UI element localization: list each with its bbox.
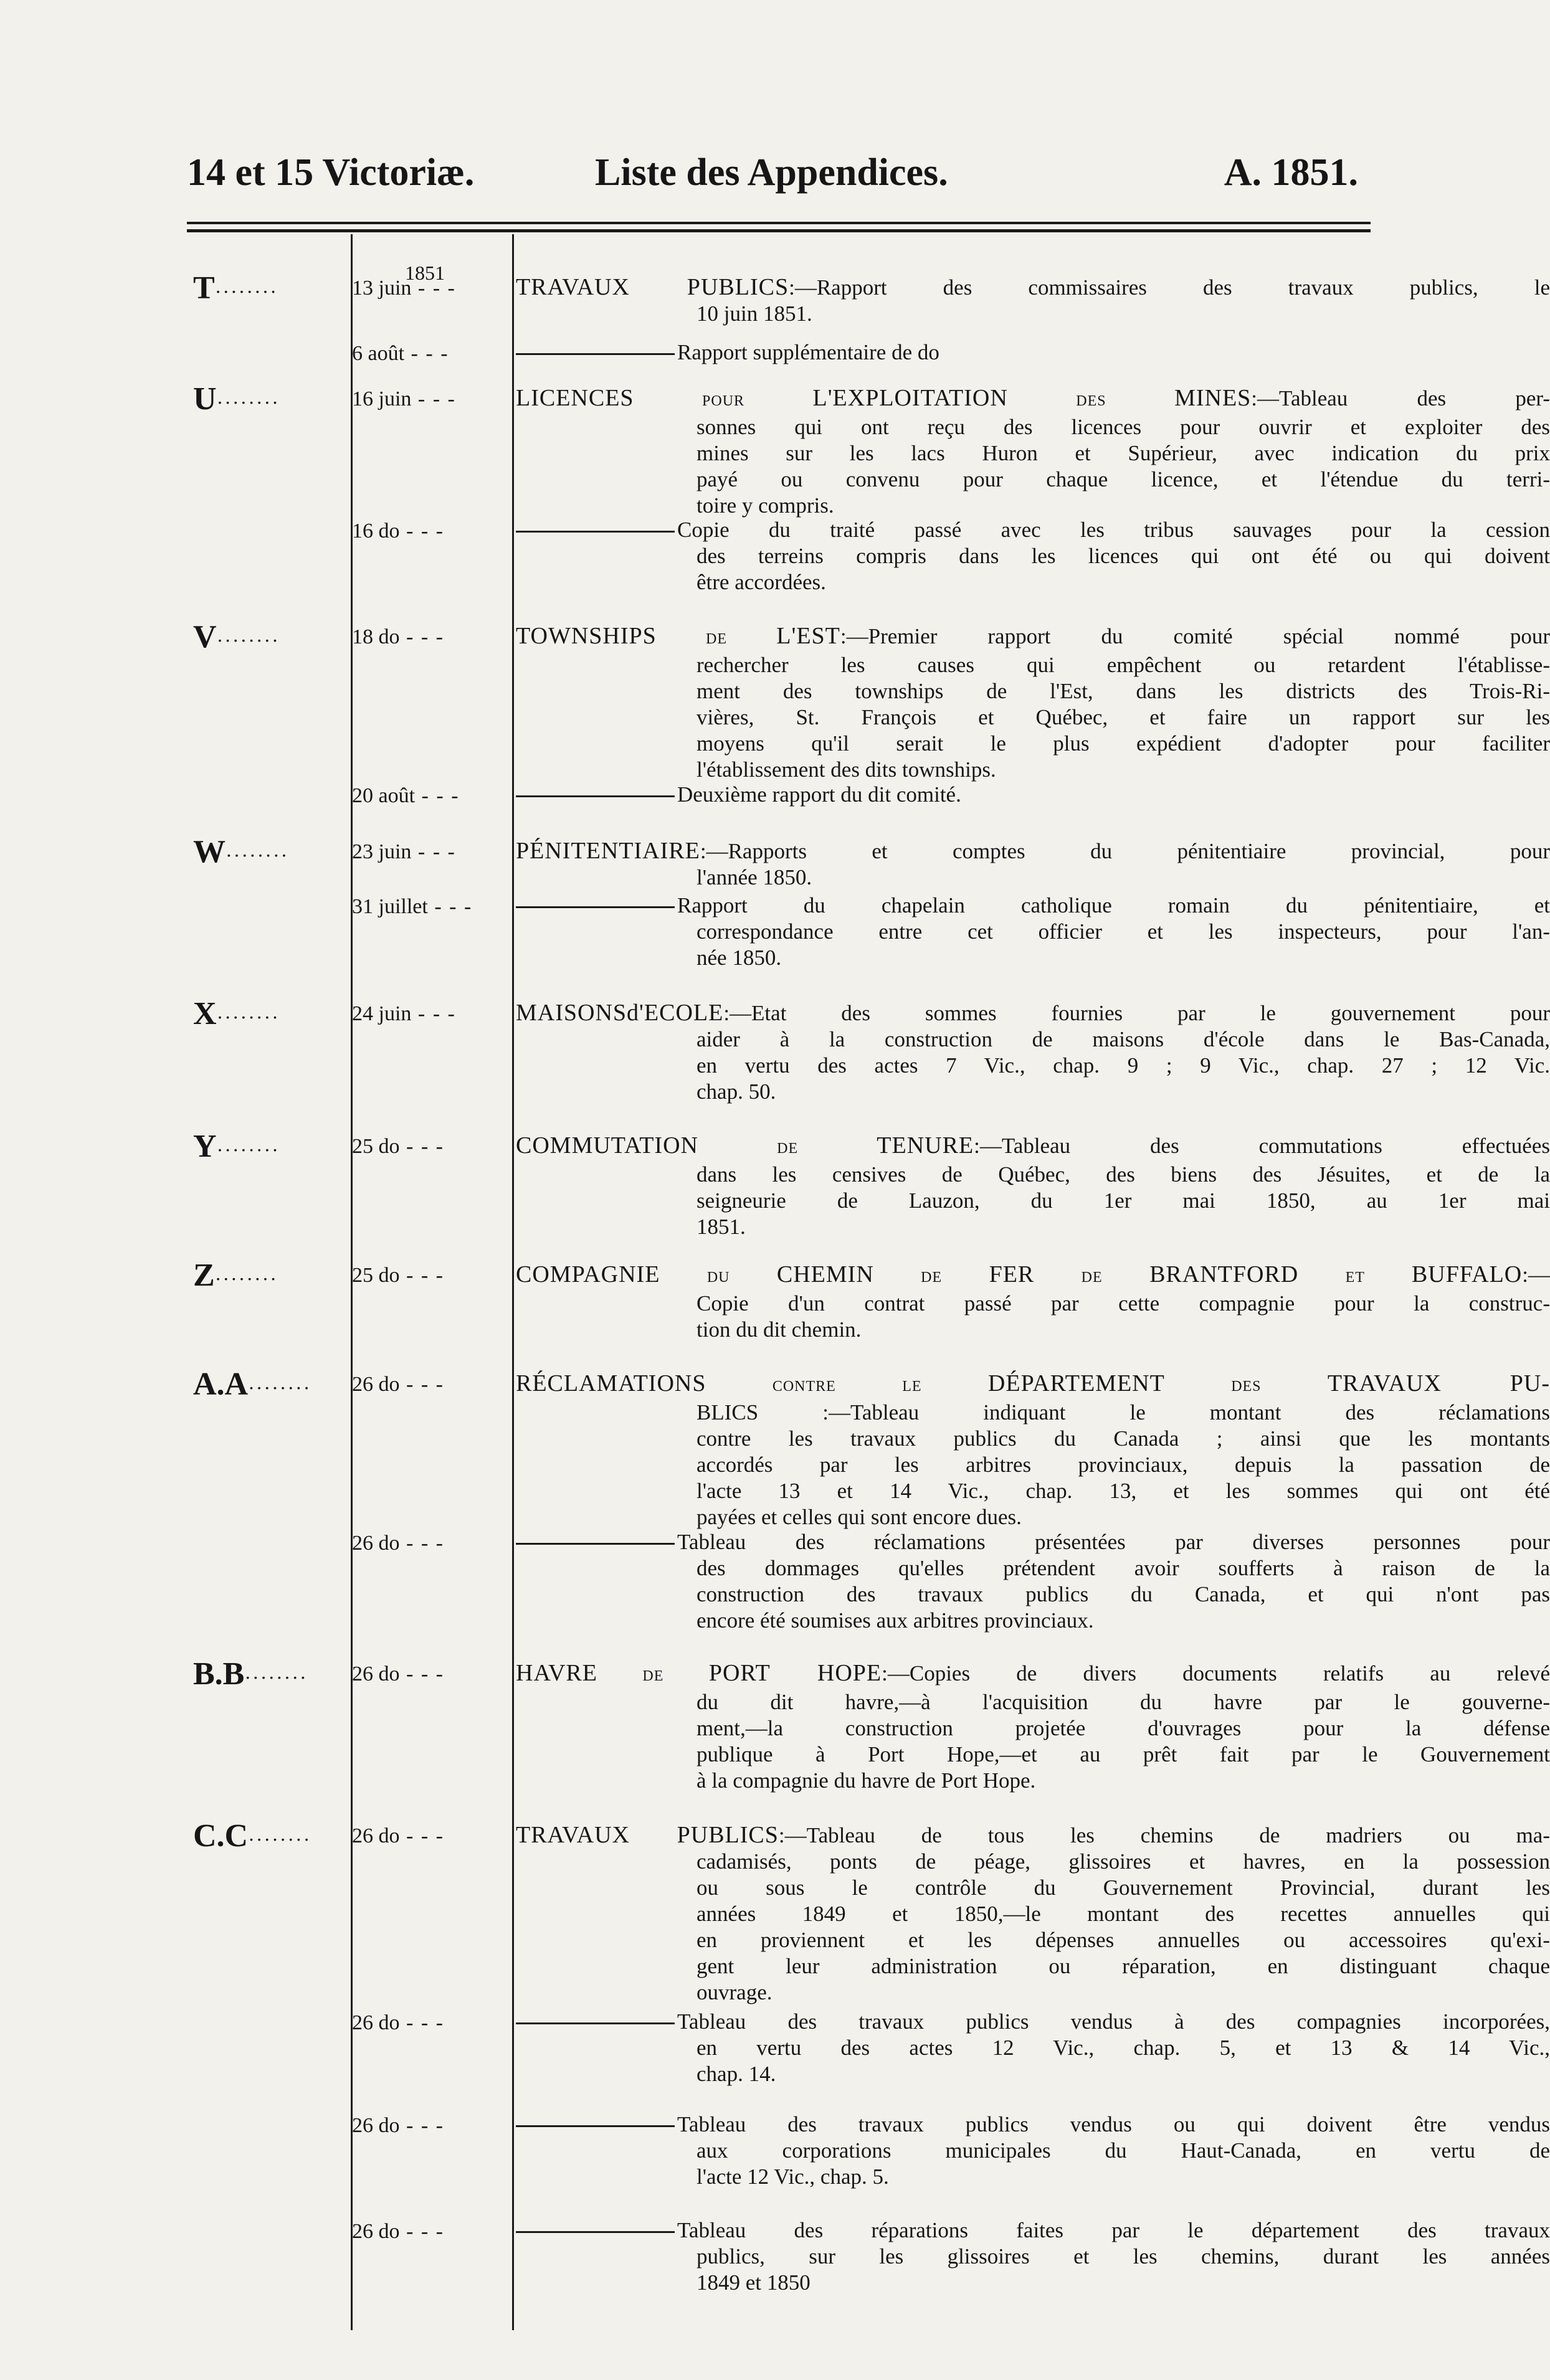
title-connector: ET [1298, 1269, 1412, 1286]
entry-line: tion du dit chemin. [697, 1317, 862, 1342]
appendix-letter-code: C.C [193, 1818, 249, 1854]
entry-continuation [516, 1291, 1550, 1343]
appendix-letter [193, 1818, 311, 1854]
entry-date [352, 1824, 444, 1848]
entry-line: payées et celles qui sont encore dues. [697, 1505, 1022, 1529]
entry-first-line [516, 623, 1550, 652]
entry-text [516, 1370, 1550, 1530]
title-connector: DE [873, 1269, 989, 1286]
entry-title: TENURE [877, 1132, 974, 1159]
entry-continuation [516, 2035, 1550, 2087]
leader-dashes: - - - [399, 625, 444, 648]
entry-date [352, 1002, 456, 1026]
entry-continuation [516, 1555, 1550, 1634]
leader-dots: ········ [226, 844, 289, 866]
entry-title: PÉNITENTIAIRE [516, 838, 700, 864]
entry-date-text: 16 do [352, 519, 400, 543]
entry-line: à la compagnie du havre de Port Hope. [697, 1768, 1036, 1793]
entry-text [516, 893, 1550, 971]
entry-first-text: :—Tableau des commutations effectuées [974, 1134, 1550, 1158]
title-connector: CONTRE LE [706, 1378, 988, 1395]
entry-line: chap. 50. [697, 1079, 776, 1104]
appendix-letter-code: Y [193, 1129, 217, 1164]
entry-line: ou sous le contrôle du Gouvernement Provincial, durant les [697, 1875, 1550, 1900]
entry-line: aider à la construction de maisons d'école dans le Bas-Canada, [697, 1027, 1550, 1051]
entry-line: construction des travaux publics du Canada, et qui n'ont pas [697, 1582, 1550, 1606]
entry-date-text: 24 juin [352, 1002, 412, 1025]
entry-text [516, 623, 1550, 783]
entry-title: COMPAGNIE [516, 1261, 660, 1287]
entry-title: LICENCES [516, 385, 634, 411]
appendix-letter-code: Z [193, 1258, 215, 1293]
entry-date-text: 18 do [352, 625, 400, 648]
entry-first-line [516, 2217, 1550, 2244]
leader-dots: ········ [244, 1666, 308, 1689]
header-regnal-years: 14 et 15 Victoriæ. [187, 151, 475, 194]
entry-date-text: 31 juillet [352, 895, 428, 918]
ditto-dash [516, 531, 675, 533]
leader-dots: ········ [214, 1268, 278, 1290]
title-connector: DE [656, 631, 777, 647]
entry-text [516, 2112, 1550, 2190]
ditto-dash [516, 795, 675, 797]
header-title: Liste des Appendices. [595, 151, 948, 194]
title-connector: DE [698, 1140, 877, 1157]
entry-date [352, 2114, 444, 2138]
entry-title: d'ECOLE [627, 1000, 724, 1026]
entry-text [516, 1660, 1550, 1794]
entry-continuation [516, 543, 1550, 595]
entry-date [352, 387, 456, 411]
entry-first-line [516, 893, 1550, 919]
entry-first-text: :—Etat des sommes fournies par le gouvernement pour [723, 1001, 1550, 1025]
entry-continuation [516, 1689, 1550, 1794]
entry-line: 1851. [697, 1215, 746, 1239]
header-rule-top [187, 222, 1371, 224]
entry-first-line [516, 1660, 1550, 1689]
entry-title: HAVRE [516, 1660, 597, 1686]
entry-continuation [516, 1849, 1550, 2006]
entry-title: FER [989, 1261, 1035, 1287]
entry-date [352, 895, 472, 919]
ditto-dash [516, 906, 675, 908]
entry-first-text: :—Premier rapport du comité spécial nommé pour [840, 624, 1550, 648]
title-connector: POUR [634, 393, 813, 409]
entry-text [516, 838, 1550, 891]
page-header [187, 151, 1371, 201]
entry-first-line [516, 1370, 1550, 1400]
entry-title: TRAVAUX PU- [1327, 1370, 1550, 1396]
entry-date-text: 26 do [352, 1824, 400, 1847]
appendix-letter [193, 996, 280, 1031]
leader-dashes: - - - [399, 519, 444, 543]
entry-text [516, 1132, 1550, 1240]
entry-line: toire y compris. [697, 493, 834, 518]
appendix-letter [193, 619, 280, 655]
entry-date-text: 26 do [352, 2114, 400, 2137]
entry-date [352, 2011, 444, 2035]
leader-dashes: - - - [399, 1662, 444, 1685]
title-connector: DE [597, 1668, 709, 1684]
title-connector: DE [1034, 1269, 1150, 1286]
entry-date-text: 13 juin [352, 277, 412, 300]
entry-line: l'acte 12 Vic., chap. 5. [697, 2164, 889, 2189]
entry-continuation [516, 301, 1550, 327]
appendix-letter [193, 1367, 311, 1402]
entry-date [352, 1135, 444, 1159]
entry-date [352, 784, 460, 808]
entry-date [352, 519, 444, 543]
entry-first-line [516, 274, 1550, 301]
entry-first-text: Copie du traité passé avec les tribus sauvages pour la cession [677, 518, 1550, 542]
ditto-dash [516, 2231, 675, 2233]
entry-line: dans les censives de Québec, des biens des Jésuites, et de la [697, 1162, 1550, 1187]
leader-dashes: - - - [399, 2114, 444, 2137]
entry-first-text: Tableau des réparations faites par le département des travaux [677, 2218, 1550, 2242]
appendix-letter [193, 1129, 280, 1164]
entry-first-text: :—Rapports et comptes du pénitentiaire provincial, pour [700, 839, 1550, 863]
leader-dashes: - - - [399, 1824, 444, 1847]
entry-date-text: 26 do [352, 1662, 400, 1685]
header-year: A. 1851. [1224, 151, 1358, 194]
entry-line: rechercher les causes qui empêchent ou retardent l'établisse- [697, 653, 1550, 677]
entry-line: publique à Port Hope,—et au prêt fait par le Gouvernement [697, 1742, 1550, 1766]
entry-first-text: Deuxième rapport du dit comité. [677, 782, 961, 807]
appendix-letter-code: A.A [193, 1367, 249, 1402]
entry-title: L'EST [776, 623, 840, 649]
leader-dots: ········ [248, 1828, 311, 1851]
entry-first-line [516, 385, 1550, 414]
leader-dots: ········ [214, 280, 278, 303]
entry-line: ment des townships de l'Est, dans les districts des Trois-Ri- [697, 679, 1550, 703]
entry-continuation [516, 865, 1550, 891]
entry-date [352, 1264, 444, 1287]
leader-dashes: - - - [399, 1532, 444, 1555]
leader-dashes: - - - [411, 840, 456, 863]
entry-date-text: 26 do [352, 1532, 400, 1555]
entry-line: accordés par les arbitres provinciaux, depuis la passation de [697, 1453, 1550, 1477]
entry-line: ment,—la construction projetée d'ouvrages pour la défense [697, 1716, 1550, 1740]
leader-dashes: - - - [411, 277, 456, 300]
entry-date [352, 2220, 444, 2244]
column-divider-entry [512, 234, 514, 2330]
appendix-letter-code: B.B [193, 1656, 245, 1692]
entry-date-text: 26 do [352, 2011, 400, 2034]
entry-continuation [516, 919, 1550, 971]
appendix-letter [193, 381, 280, 417]
entry-continuation [516, 414, 1550, 519]
entry-line: chap. 14. [697, 2062, 776, 2086]
entry-text [516, 274, 1550, 327]
ditto-dash [516, 2022, 675, 2024]
entry-line: payé ou convenu pour chaque licence, et l'étendue du terri- [697, 467, 1550, 491]
entry-first-text: Tableau des travaux publics vendus à des compagnies incorporées, [677, 2009, 1550, 2034]
entry-line: Copie d'un contrat passé par cette compagnie pour la construc- [697, 1291, 1550, 1316]
entry-continuation [516, 2138, 1550, 2190]
entry-continuation [516, 652, 1550, 783]
entry-continuation [516, 1162, 1550, 1240]
entry-date [352, 342, 449, 366]
entry-title: L'EXPLOITATION [812, 385, 1008, 411]
entry-line: être accordées. [697, 570, 826, 594]
leader-dots: ········ [248, 1377, 311, 1399]
entry-line: l'acte 13 et 14 Vic., chap. 13, et les sommes qui ont été [697, 1479, 1550, 1503]
entry-title: TRAVAUX PUBLICS [516, 1822, 779, 1848]
appendix-letter-code: U [193, 381, 217, 417]
entry-first-text: :—Rapport des commissaires des travaux publics, le [789, 275, 1550, 300]
entry-text [516, 782, 1550, 808]
entry-first-line [516, 1000, 1550, 1026]
leader-dashes: - - - [399, 1264, 444, 1287]
entry-line: née 1850. [697, 946, 782, 970]
entry-first-line [516, 838, 1550, 865]
entry-line: 1849 et 1850 [697, 2270, 811, 2295]
entry-line: encore été soumises aux arbitres provinciaux. [697, 1608, 1094, 1633]
entry-line: aux corporations municipales du Haut-Canada, en vertu de [697, 2138, 1550, 2163]
entry-line: l'année 1850. [697, 865, 812, 889]
leader-dots: ········ [216, 1139, 280, 1161]
entry-line: l'établissement des dits townships. [697, 757, 996, 782]
entry-date [352, 840, 456, 864]
appendix-letter-code: X [193, 996, 217, 1031]
entry-text [516, 1261, 1550, 1343]
leader-dashes: - - - [415, 784, 460, 807]
entry-line: en proviennent et les dépenses annuelles ou accessoires qu'exi- [697, 1928, 1550, 1952]
leader-dashes: - - - [399, 2011, 444, 2034]
entry-date-text: 26 do [352, 1373, 400, 1396]
entry-line: BLICS :—Tableau indiquant le montant des réclamations [697, 1400, 1550, 1425]
entry-line: vières, St. François et Québec, et faire un rapport sur les [697, 705, 1550, 729]
leader-dashes: - - - [399, 2220, 444, 2243]
entry-first-text: :—Tableau de tous les chemins de madriers ou ma- [778, 1823, 1550, 1847]
entry-line: en vertu des actes 12 Vic., chap. 5, et 13 & 14 Vic., [697, 2036, 1550, 2060]
ditto-dash [516, 1543, 675, 1545]
entry-title: CHEMIN [776, 1261, 874, 1287]
entry-title: BRANTFORD [1149, 1261, 1299, 1287]
entry-first-text: :—Copies de divers documents relatifs au relevé [882, 1661, 1550, 1685]
entry-line: correspondance entre cet officier et les inspecteurs, pour l'an- [697, 919, 1550, 944]
appendix-letter-code: T [193, 270, 215, 306]
entry-line: seigneurie de Lauzon, du 1er mai 1850, au 1er mai [697, 1188, 1550, 1213]
leader-dashes: - - - [427, 895, 473, 918]
entry-line: en vertu des actes 7 Vic., chap. 9 ; 9 Vic., chap. 27 ; 12 Vic. [697, 1053, 1550, 1078]
leader-dots: ········ [216, 1006, 280, 1028]
entry-date-text: 25 do [352, 1264, 400, 1287]
entry-first-line [516, 2112, 1550, 2138]
entry-date-text: 23 juin [352, 840, 412, 863]
leader-dashes: - - - [399, 1373, 444, 1396]
leader-dots: ········ [216, 629, 280, 652]
entry-first-text: :—Tableau des per- [1251, 386, 1550, 410]
ditto-dash [516, 2125, 675, 2127]
entry-text [516, 339, 1550, 366]
title-connector: DES [1007, 393, 1175, 409]
entry-line: sonnes qui ont reçu des licences pour ouvrir et exploiter des [697, 415, 1550, 439]
entry-date [352, 1532, 444, 1555]
entry-line: des terreins compris dans les licences qui ont été ou qui doivent [697, 544, 1550, 568]
entry-date-text: 26 do [352, 2220, 400, 2243]
entry-title: TRAVAUX PUBLICS [516, 274, 789, 300]
entry-first-line [516, 1822, 1550, 1849]
entry-date-text: 25 do [352, 1135, 400, 1158]
leader-dashes: - - - [411, 1002, 456, 1025]
entry-title: RÉCLAMATIONS [516, 1370, 706, 1396]
entry-line: du dit havre,—à l'acquisition du havre par le gouverne- [697, 1690, 1550, 1714]
entry-first-text: Rapport du chapelain catholique romain du pénitentiaire, et [677, 893, 1550, 917]
entry-first-line [516, 2009, 1550, 2035]
entry-text [516, 1000, 1550, 1105]
entry-date [352, 277, 456, 300]
leader-dashes: - - - [404, 342, 449, 365]
entry-date-text: 16 juin [352, 387, 412, 410]
entry-line: contre les travaux publics du Canada ; ainsi que les montants [697, 1426, 1550, 1451]
entry-text [516, 385, 1550, 519]
entry-line: cadamisés, ponts de péage, glissoires et havres, en la possession [697, 1849, 1550, 1874]
entry-text [516, 2217, 1550, 2296]
leader-dashes: - - - [399, 1135, 444, 1158]
entry-date [352, 625, 444, 649]
entry-continuation [516, 2244, 1550, 2296]
entry-date-text: 20 août [352, 784, 416, 807]
appendix-letter-code: V [193, 619, 217, 655]
appendix-letter-code: W [193, 834, 226, 870]
appendix-letter [193, 1656, 308, 1692]
header-rule-bottom [187, 229, 1371, 232]
entry-continuation [516, 1026, 1550, 1105]
entry-line: des dommages qu'elles prétendent avoir soufferts à raison de la [697, 1556, 1550, 1580]
entry-first-line [516, 517, 1550, 543]
appendix-letter [193, 834, 289, 870]
entry-line: années 1849 et 1850,—le montant des recettes annuelles qui [697, 1902, 1550, 1926]
entry-first-text: :— [1522, 1263, 1550, 1287]
entry-first-line [516, 1132, 1550, 1162]
entry-date-text: 6 août [352, 342, 405, 365]
entry-continuation [516, 1400, 1550, 1530]
entry-title: TOWNSHIPS [516, 623, 657, 649]
entry-title: PORT HOPE [708, 1660, 882, 1686]
entry-first-text: Rapport supplémentaire de do [677, 340, 939, 364]
entry-title: MAISONS [516, 1000, 627, 1026]
entry-first-text: Tableau des travaux publics vendus ou qui doivent être vendus [677, 2112, 1550, 2136]
entry-line: publics, sur les glissoires et les chemins, durant les années [697, 2244, 1550, 2269]
appendix-letter [193, 1258, 278, 1293]
entry-line: moyens qu'il serait le plus expédient d'adopter pour faciliter [697, 731, 1550, 756]
appendix-letter [193, 270, 278, 306]
entry-line: mines sur les lacs Huron et Supérieur, avec indication du prix [697, 441, 1550, 465]
leader-dots: ········ [216, 391, 280, 414]
entry-title: MINES [1174, 385, 1252, 411]
entry-title: DÉPARTEMENT [987, 1370, 1165, 1396]
entry-first-line [516, 1529, 1550, 1555]
entry-line: ouvrage. [697, 1980, 773, 2004]
entry-date [352, 1373, 444, 1396]
entry-date [352, 1662, 444, 1686]
entry-first-text: Tableau des réclamations présentées par diverses personnes pour [677, 1530, 1550, 1554]
title-connector: DU [660, 1269, 777, 1286]
entry-first-line [516, 782, 1550, 808]
entry-line: 10 juin 1851. [697, 301, 812, 326]
entry-title: BUFFALO [1411, 1261, 1523, 1287]
entry-first-line [516, 1261, 1550, 1291]
year-heading: 1851 [405, 262, 445, 284]
title-connector: DES [1164, 1378, 1328, 1395]
leader-dashes: - - - [411, 387, 456, 410]
entry-text [516, 517, 1550, 595]
ditto-dash [516, 353, 675, 355]
entry-first-line [516, 339, 1550, 366]
entry-line: gent leur administration ou réparation, en distinguant chaque [697, 1954, 1550, 1978]
entry-text [516, 2009, 1550, 2087]
entry-text [516, 1822, 1550, 2006]
entry-text [516, 1529, 1550, 1634]
entry-title: COMMUTATION [516, 1132, 698, 1159]
